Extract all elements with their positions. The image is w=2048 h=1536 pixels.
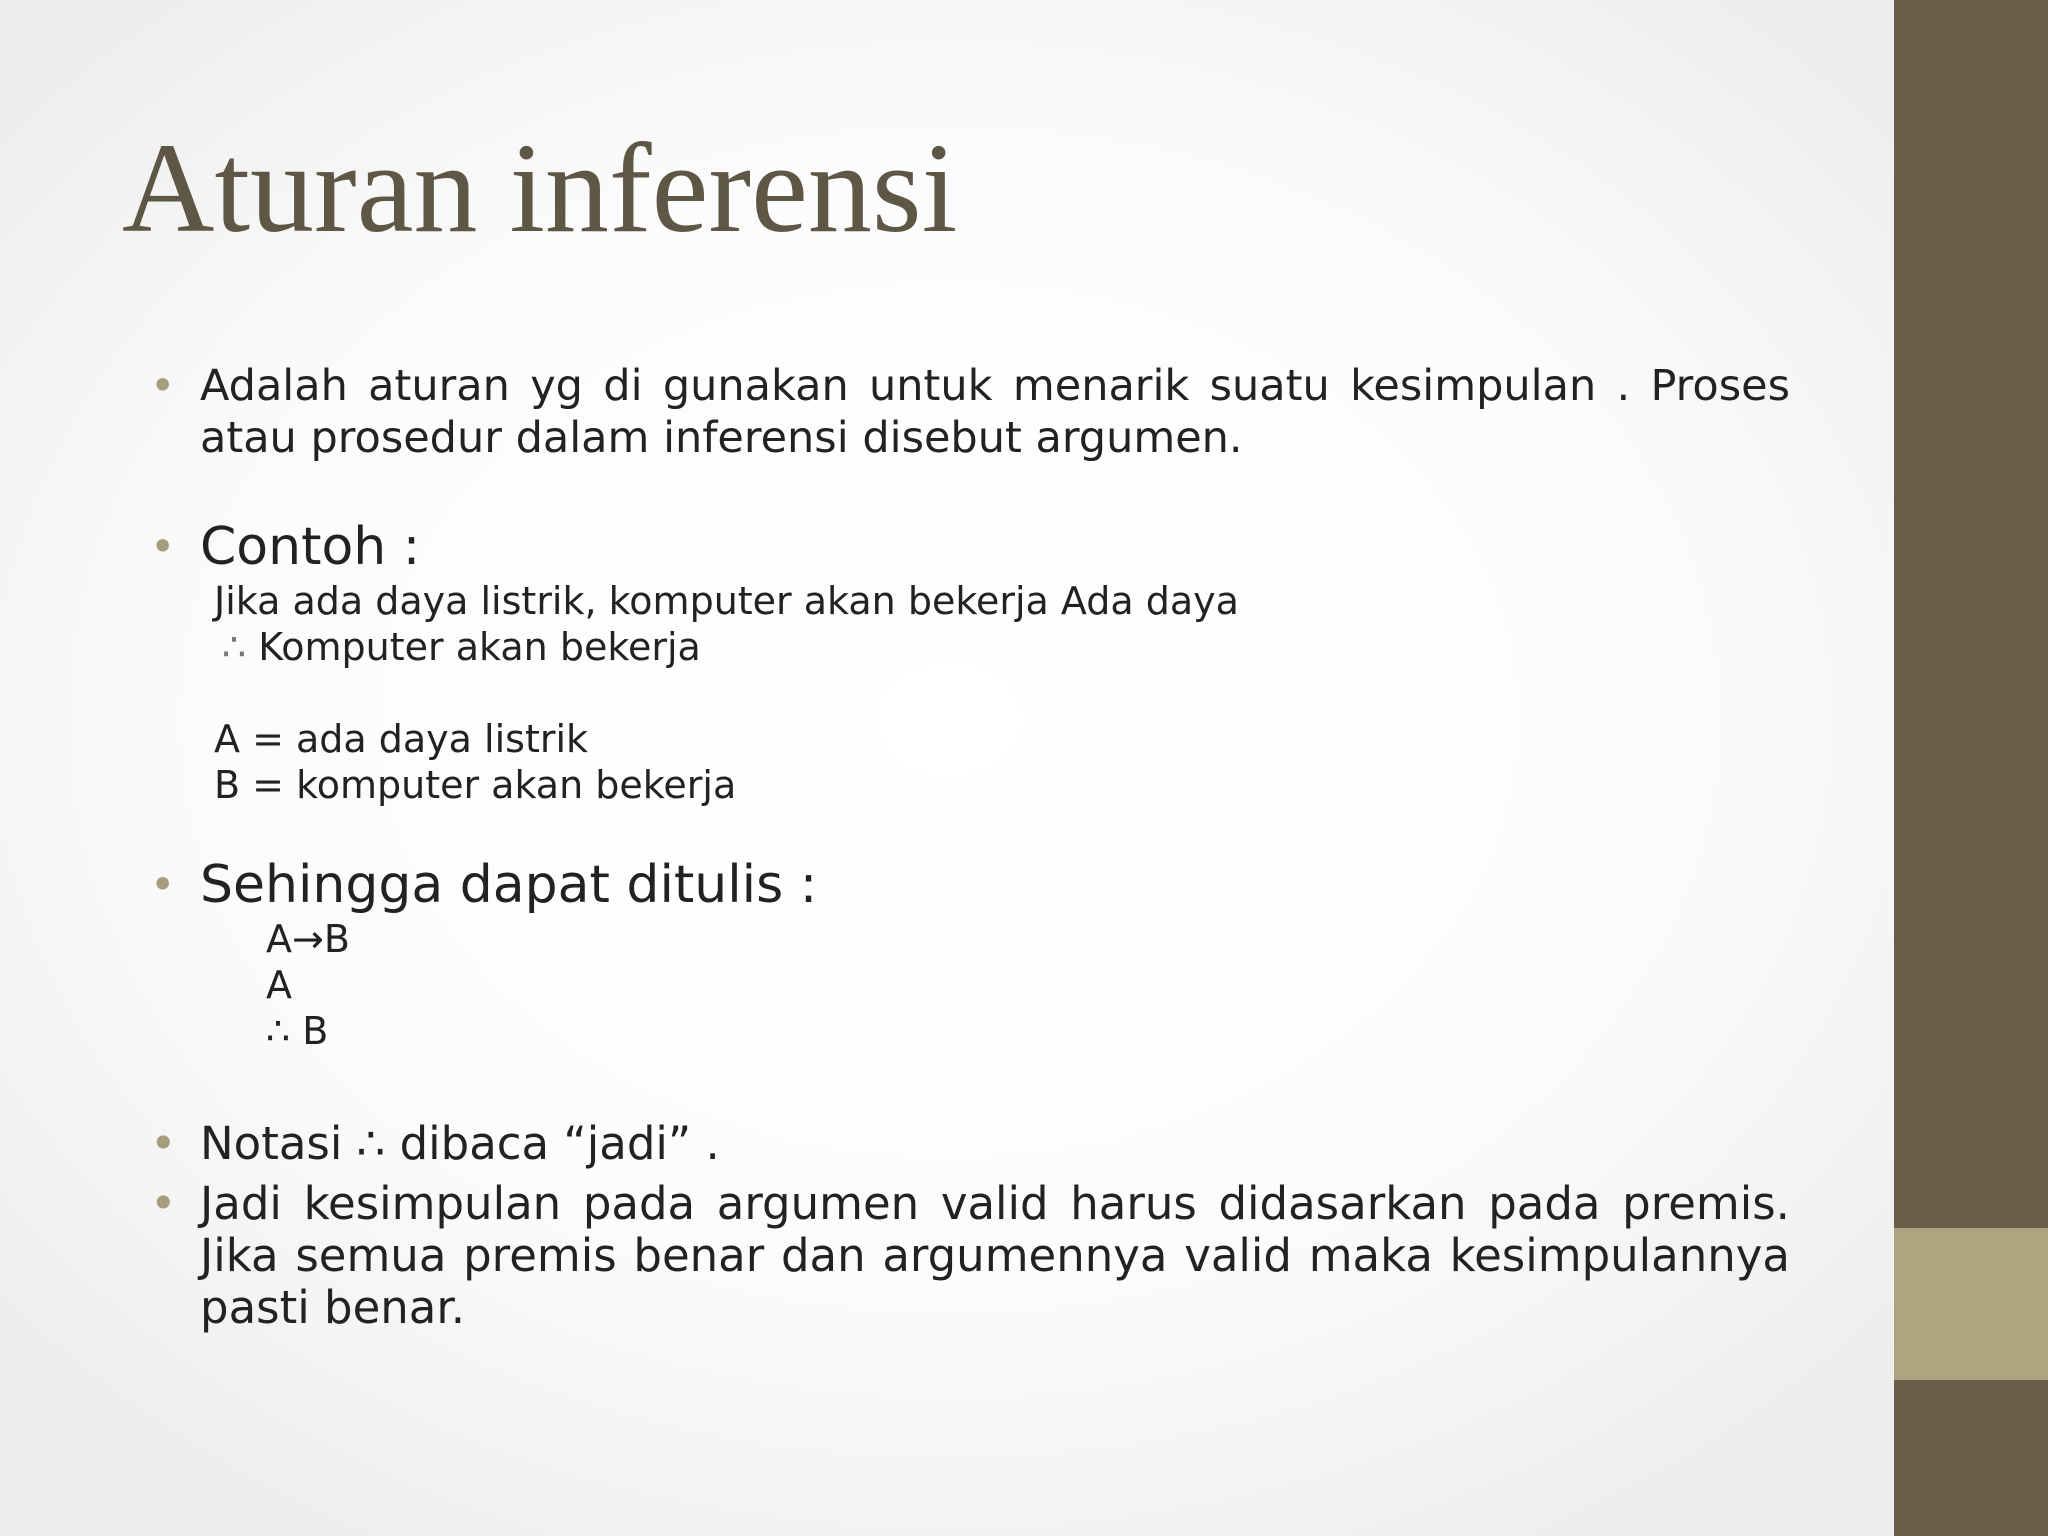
bullet-dot-icon: • [150, 860, 176, 910]
example-conclusion-line [222, 624, 1790, 670]
example-conclusion-text: Komputer akan bekerja [246, 625, 701, 669]
therefore-icon: ∴ [222, 625, 247, 669]
bullet-conclusion [150, 1178, 1790, 1334]
bullet-dot-icon: • [150, 1117, 177, 1170]
formula-line: A→B [266, 917, 350, 961]
example-line: Jika ada daya listrik, komputer akan bekerja Ada daya [214, 579, 1239, 623]
formula-line: ∴ B [266, 1009, 329, 1053]
bullet-dot-icon: • [150, 522, 176, 572]
bullet-conclusion-text: Jadi kesimpulan pada argumen valid harus didasarkan pada premis. Jika semua premis benar dan argumennya valid maka kesimpulannya pasti benar. [200, 1177, 1790, 1334]
bullet-example-heading: Contoh : [200, 517, 421, 577]
side-accent-block [1894, 1228, 2048, 1380]
formula-line: A [266, 963, 292, 1007]
bullet-formula-heading: Sehingga dapat ditulis : [200, 855, 818, 915]
slide-content [150, 360, 1790, 1334]
bullet-example [150, 516, 1790, 578]
bullet-definition-text: Adalah aturan yg di gunakan untuk menarik suatu kesimpulan . Proses atau prosedur dalam inferensi disebut argumen. [200, 361, 1790, 463]
bullet-formula [150, 854, 1790, 916]
bullet-dot-icon: • [150, 1177, 177, 1230]
definition-line: A = ada daya listrik [214, 717, 589, 761]
definition-line: B = komputer akan bekerja [214, 763, 737, 807]
bullet-dot-icon: • [150, 361, 176, 411]
bullet-notation [150, 1114, 1790, 1174]
bullet-definition [150, 360, 1790, 464]
slide-title: Aturan inferensi [122, 117, 958, 259]
bullet-notation-text: Notasi ∴ dibaca “jadi” . [200, 1117, 720, 1170]
